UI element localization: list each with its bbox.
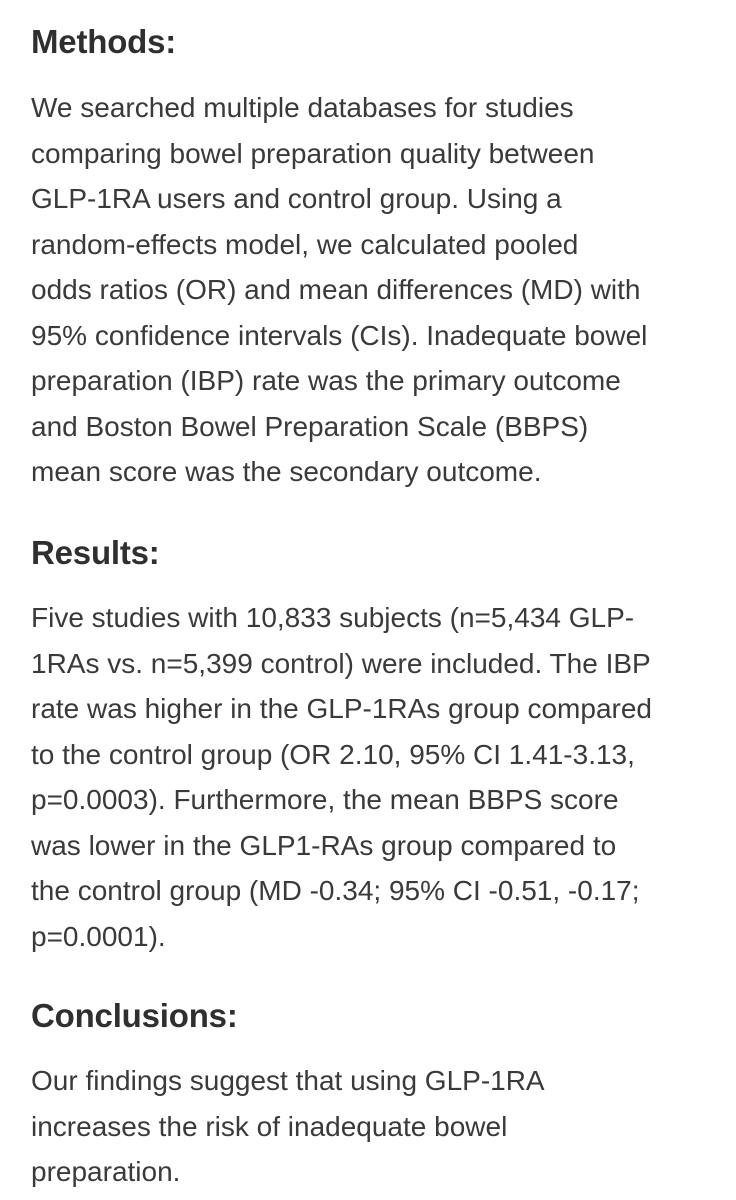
conclusions-paragraph <box>31 1058 711 1195</box>
results-line: to the control group (OR 2.10, 95% CI 1.41-3.13, <box>31 738 635 770</box>
results-line: the control group (MD -0.34; 95% CI -0.51, -0.17; <box>31 875 640 906</box>
results-line: rate was higher in the GLP-1RAs group compared <box>31 693 652 724</box>
methods-line: GLP-1RA users and control group. Using a <box>31 183 562 214</box>
results-line: Five studies with 10,833 subjects (n=5,434 GLP- <box>31 602 635 633</box>
conclusions-line: Our findings suggest that using GLP-1RA <box>31 1065 545 1096</box>
methods-line: odds ratios (OR) and mean differences (MD) with <box>31 274 641 305</box>
results-paragraph <box>31 595 711 959</box>
results-line: p=0.0001). <box>31 920 166 952</box>
methods-line: random-effects model, we calculated pooled <box>31 228 579 260</box>
methods-heading: Methods: <box>31 23 177 60</box>
methods-line: 95% confidence intervals (CIs). Inadequate bowel <box>31 319 648 351</box>
conclusions-line: increases the risk of inadequate bowel <box>31 1110 508 1142</box>
methods-line: mean score was the secondary outcome. <box>31 456 542 487</box>
methods-line: preparation (IBP) rate was the primary outcome <box>31 365 621 396</box>
methods-paragraph <box>31 85 711 495</box>
conclusions-heading: Conclusions: <box>31 997 238 1034</box>
methods-line: comparing bowel preparation quality between <box>31 137 595 169</box>
methods-line: We searched multiple databases for studies <box>31 92 574 123</box>
results-line: was lower in the GLP1-RAs group compared to <box>31 829 617 861</box>
methods-line: and Boston Bowel Preparation Scale (BBPS) <box>31 410 589 442</box>
conclusions-line: preparation. <box>31 1156 181 1187</box>
results-line: p=0.0003). Furthermore, the mean BBPS score <box>31 784 619 815</box>
results-heading: Results: <box>31 534 160 571</box>
results-line: 1RAs vs. n=5,399 control) were included. The IBP <box>31 647 651 679</box>
